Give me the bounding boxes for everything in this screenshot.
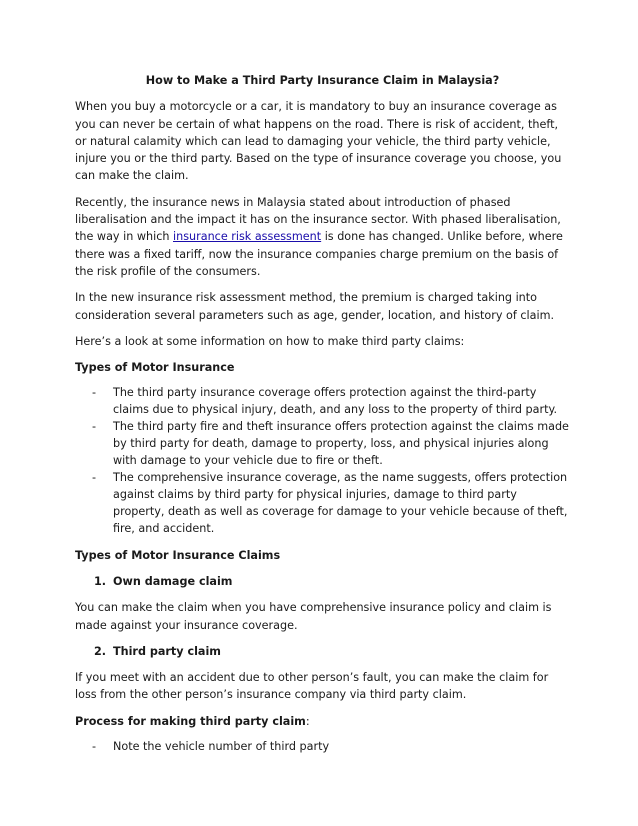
dash-bullet: -	[92, 420, 97, 434]
claim-number: 2.	[94, 644, 107, 658]
claim-title: Third party claim	[113, 644, 221, 658]
news-text-before-link: Recently, the insurance news in Malaysia stated about introduction of phased liberalisation and the impact it has on the insurance sector. With phased liberalisation, the way in which	[75, 195, 561, 244]
list-item-text: Note the vehicle number of third party	[113, 739, 330, 753]
dash-bullet: -	[92, 739, 97, 753]
list-item	[75, 385, 570, 419]
intro-paragraph: When you buy a motorcycle or a car, it is mandatory to buy an insurance coverage as you can never be certain of what happens on the road. There is risk of accident, theft, or natural calamity which can lead to damaging your vehicle, the third party vehicle, injure you or the third party. Based on the type of insurance coverage you choose, you can make the claim.	[75, 100, 562, 183]
own-damage-claim-text: You can make the claim when you have comprehensive insurance policy and claim is made against your insurance coverage.	[75, 601, 552, 632]
process-heading-text: Process for making third party claim	[75, 714, 306, 728]
dash-bullet: -	[92, 470, 97, 484]
third-party-claim-heading	[75, 643, 570, 660]
claim-title: Own damage claim	[113, 574, 233, 588]
insurance-risk-assessment-link[interactable]: insurance risk assessment	[173, 230, 322, 244]
types-of-claims-heading: Types of Motor Insurance Claims	[75, 548, 281, 562]
insurance-types-list	[75, 385, 570, 537]
claim-number: 1.	[94, 574, 107, 588]
news-paragraph	[75, 194, 570, 280]
list-item	[75, 739, 570, 756]
list-item	[75, 470, 570, 538]
list-item-text: The comprehensive insurance coverage, as the name suggests, offers protection against claims by third party for physical injuries, damage to third party property, death as well as coverage for damage to your vehicle because of theft, fire, and accident.	[113, 470, 568, 535]
method-paragraph: In the new insurance risk assessment method, the premium is charged taking into consideration several parameters such as age, gender, location, and history of claim.	[75, 291, 555, 322]
third-party-claim-text: If you meet with an accident due to other person’s fault, you can make the claim for loss from the other person’s insurance company via third party claim.	[75, 671, 549, 702]
own-damage-claim-heading	[75, 573, 570, 590]
document-title: How to Make a Third Party Insurance Claim in Malaysia?	[145, 74, 500, 87]
dash-bullet: -	[92, 386, 97, 400]
process-heading	[75, 713, 570, 730]
news-text-after-link: is done has changed. Unlike before, where there was a fixed tariff, now the insurance companies charge premium on the basis of the risk profile of the consumers.	[75, 230, 563, 278]
lead-paragraph: Here’s a look at some information on how to make third party claims:	[75, 334, 465, 348]
list-item-text: The third party fire and theft insurance offers protection against the claims made by third party for death, damage to property, loss, and physical injuries along with damage to your vehicle due to fire or theft.	[113, 420, 569, 468]
list-item-text: The third party insurance coverage offers protection against the third-party claims due to physical injury, death, and any loss to the property of third party.	[113, 386, 558, 417]
list-item	[75, 419, 570, 470]
process-steps-list	[75, 739, 570, 756]
types-of-motor-insurance-heading: Types of Motor Insurance	[75, 361, 235, 375]
process-heading-colon: :	[305, 714, 310, 728]
